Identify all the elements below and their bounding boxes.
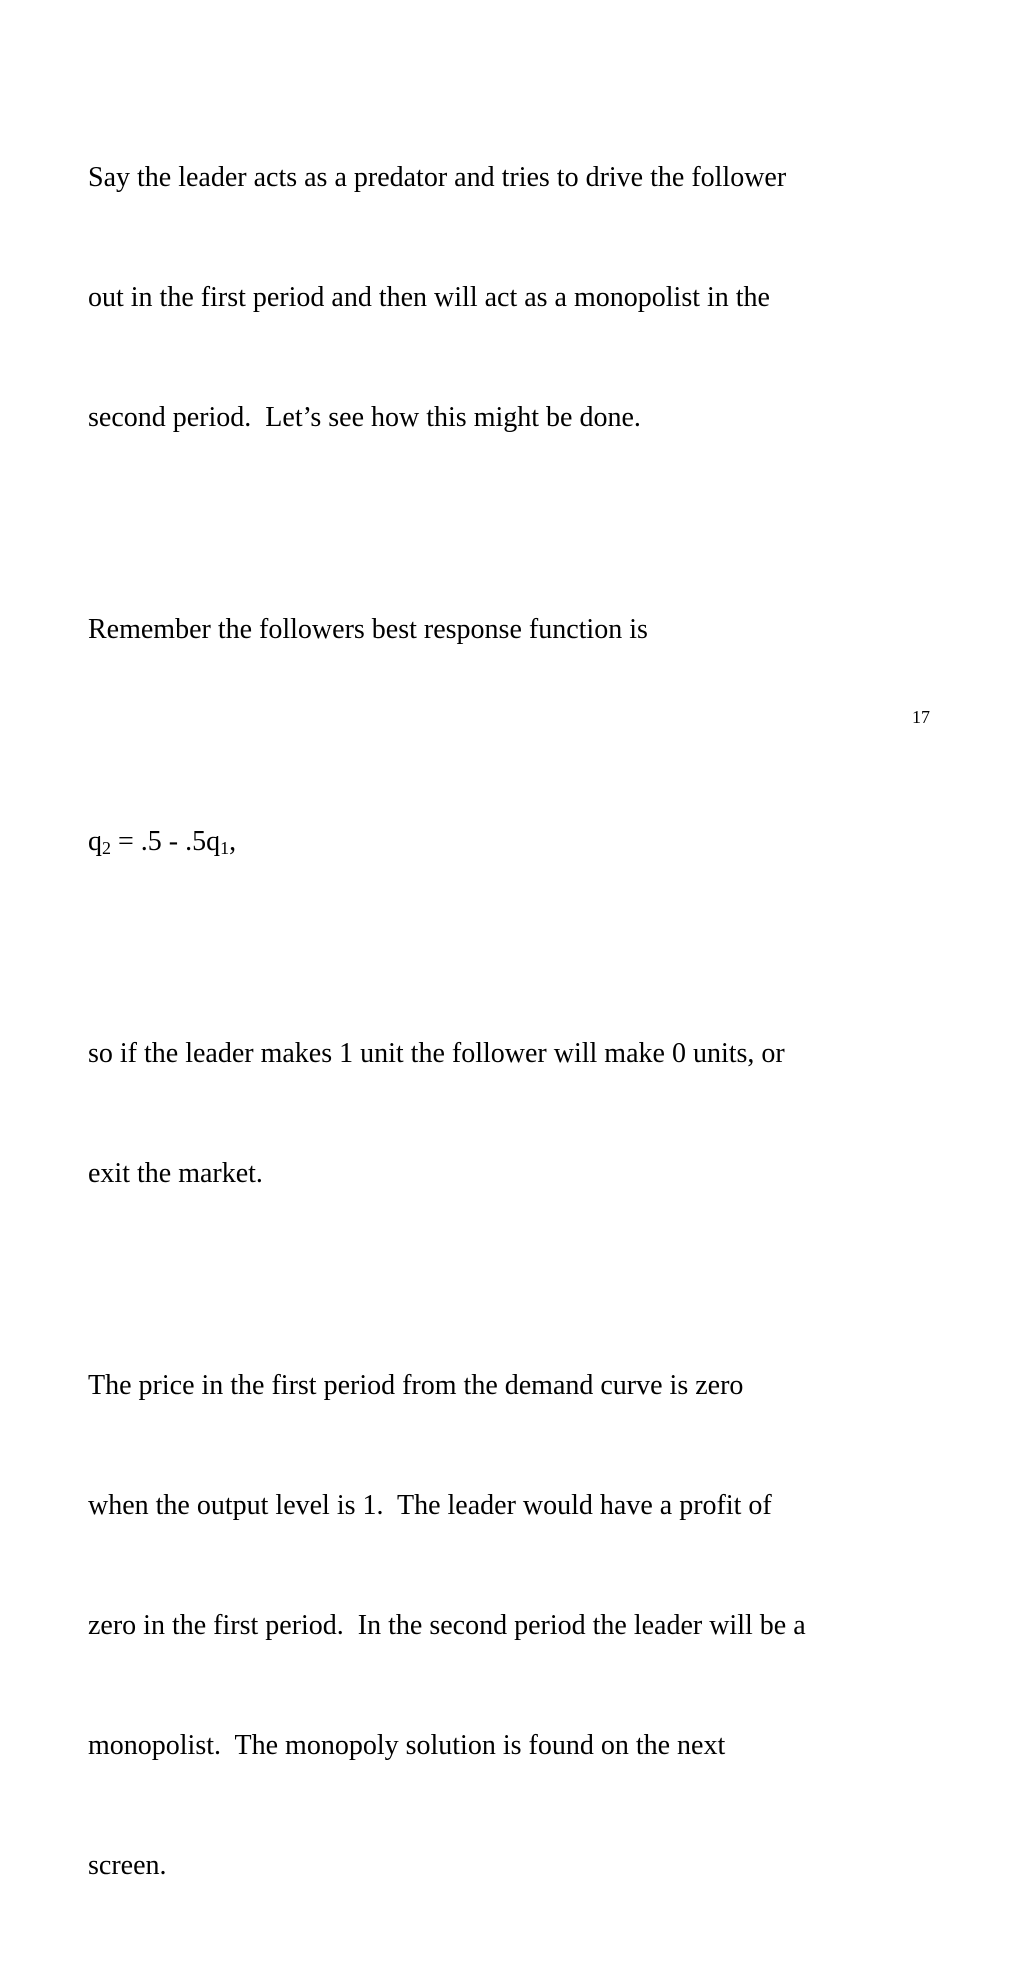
text-line: zero in the first period. In the second period the leader will be a (88, 1610, 806, 1641)
paragraph-price-profit (88, 1286, 988, 1966)
equation-best-response (88, 742, 988, 942)
text-line: screen. (88, 1850, 167, 1881)
slide-body (88, 78, 988, 1978)
page-number: 17 (912, 707, 930, 727)
text-line: so if the leader makes 1 unit the follower will make 0 units, or (88, 1038, 785, 1069)
text-line: when the output level is 1. The leader would have a profit of (88, 1490, 772, 1521)
text-line: out in the first period and then will act as a monopolist in the (88, 282, 770, 313)
text-line: Say the leader acts as a predator and tries to drive the follower (88, 162, 787, 193)
text-line: Remember the followers best response function is (88, 614, 648, 645)
paragraph-best-response (88, 530, 988, 730)
equation-middle: = .5 - .5q (111, 826, 221, 857)
equation-var-left: q (88, 826, 102, 857)
equation-subscript-left: 2 (102, 838, 111, 858)
text-line: The price in the first period from the demand curve is zero (88, 1370, 744, 1401)
text-line: second period. Let’s see how this might be done. (88, 402, 641, 433)
paragraph-predator-intro (88, 78, 988, 518)
paragraph-exit-market (88, 954, 988, 1274)
text-line: monopolist. The monopoly solution is found on the next (88, 1730, 726, 1761)
equation-tail: , (229, 826, 237, 857)
equation-line (88, 822, 988, 862)
text-line: exit the market. (88, 1158, 263, 1189)
equation-subscript-right: 1 (220, 838, 230, 858)
